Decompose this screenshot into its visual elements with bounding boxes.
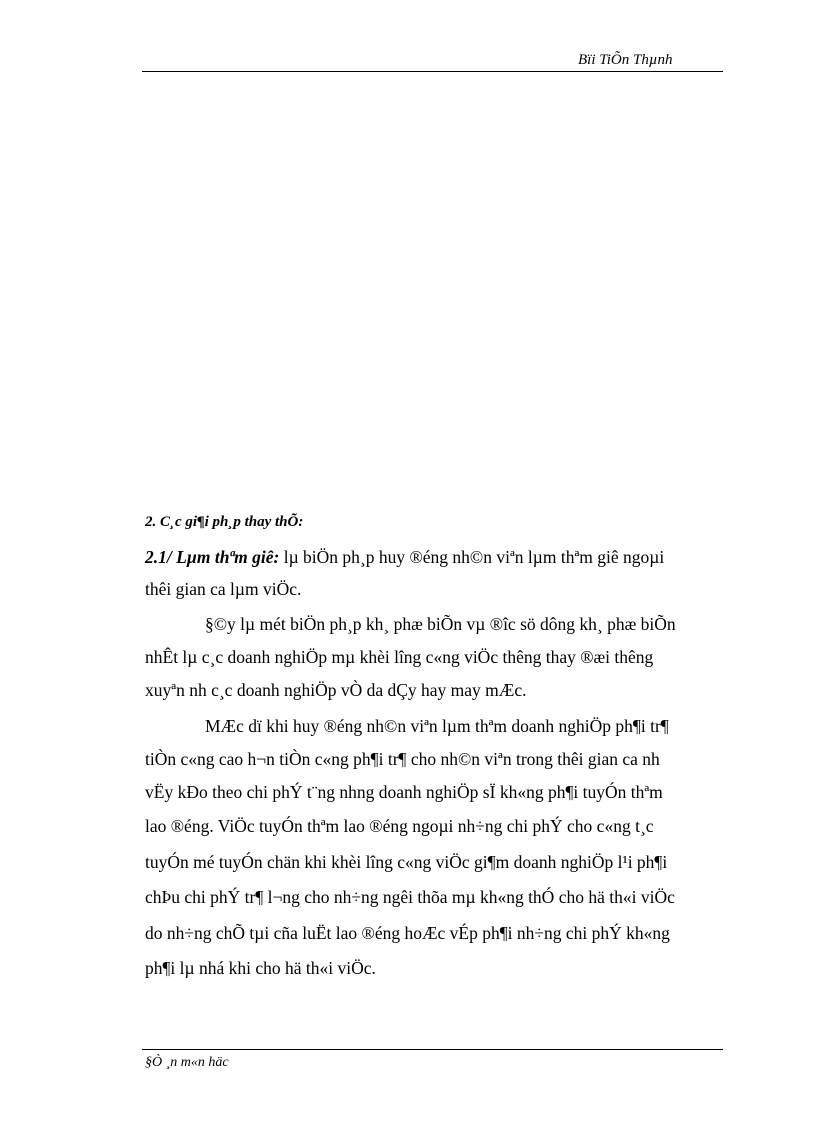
paragraph-line: ph¶i lµ nhá khi cho hä th«i viÖc. [145, 958, 376, 978]
footer-rule [142, 1049, 723, 1050]
paragraph-line: §©y lµ mét biÖn ph¸p kh¸ phæ biÕn vµ ®îc sö dông kh¸ phæ biÕn [205, 614, 676, 634]
paragraph-line: chÞu chi phÝ tr¶ l¬ng cho nh÷ng ngêi thõa mµ kh«ng thÓ cho hä th«i viÖc [145, 887, 675, 907]
header-rule [142, 71, 723, 72]
paragraph-line: vËy kÐo theo chi phÝ t¨ng nhng doanh nghiÖp sÏ kh«ng ph¶i tuyÓn thªm [145, 782, 663, 802]
paragraph-line: xuyªn nh c¸c doanh nghiÖp vÒ da dÇy hay may mÆc. [145, 680, 527, 700]
paragraph-line: tiÒn c«ng cao h¬n tiÒn c«ng ph¶i tr¶ cho nh©n viªn trong thêi gian ca nh [145, 749, 660, 769]
line-text: lµ biÖn ph¸p huy ®éng nh©n viªn lµm thªm giê ngoµi [279, 547, 665, 567]
paragraph-line [145, 545, 664, 569]
subsection-heading: 2.1/ Lµm thªm giê: [145, 547, 280, 567]
paragraph-line: lao ®éng. ViÖc tuyÓn thªm lao ®éng ngoµi nh÷ng chi phÝ cho c«ng t¸c [145, 816, 654, 836]
header-author: Bïi TiÕn Thµnh [578, 52, 673, 68]
paragraph-line: MÆc dï khi huy ®éng nh©n viªn lµm thªm doanh nghiÖp ph¶i tr¶ [205, 716, 669, 736]
paragraph-line: tuyÓn mé tuyÓn chän khi khèi lîng c«ng viÖc gi¶m doanh nghiÖp l¹i ph¶i [145, 852, 668, 872]
paragraph-line: nhÊt lµ c¸c doanh nghiÖp mµ khèi lîng c«ng viÖc thêng thay ®æi thêng [145, 647, 654, 667]
paragraph-line: thêi gian ca lµm viÖc. [145, 579, 302, 599]
paragraph-line: do nh÷ng chÕ tµi cña luËt lao ®éng hoÆc vÉp ph¶i nh÷ng chi phÝ kh«ng [145, 923, 670, 943]
footer-title: §Ò ¸n m«n häc [145, 1055, 229, 1070]
section-heading: 2. C¸c gi¶i ph¸p thay thÕ: [145, 514, 304, 530]
